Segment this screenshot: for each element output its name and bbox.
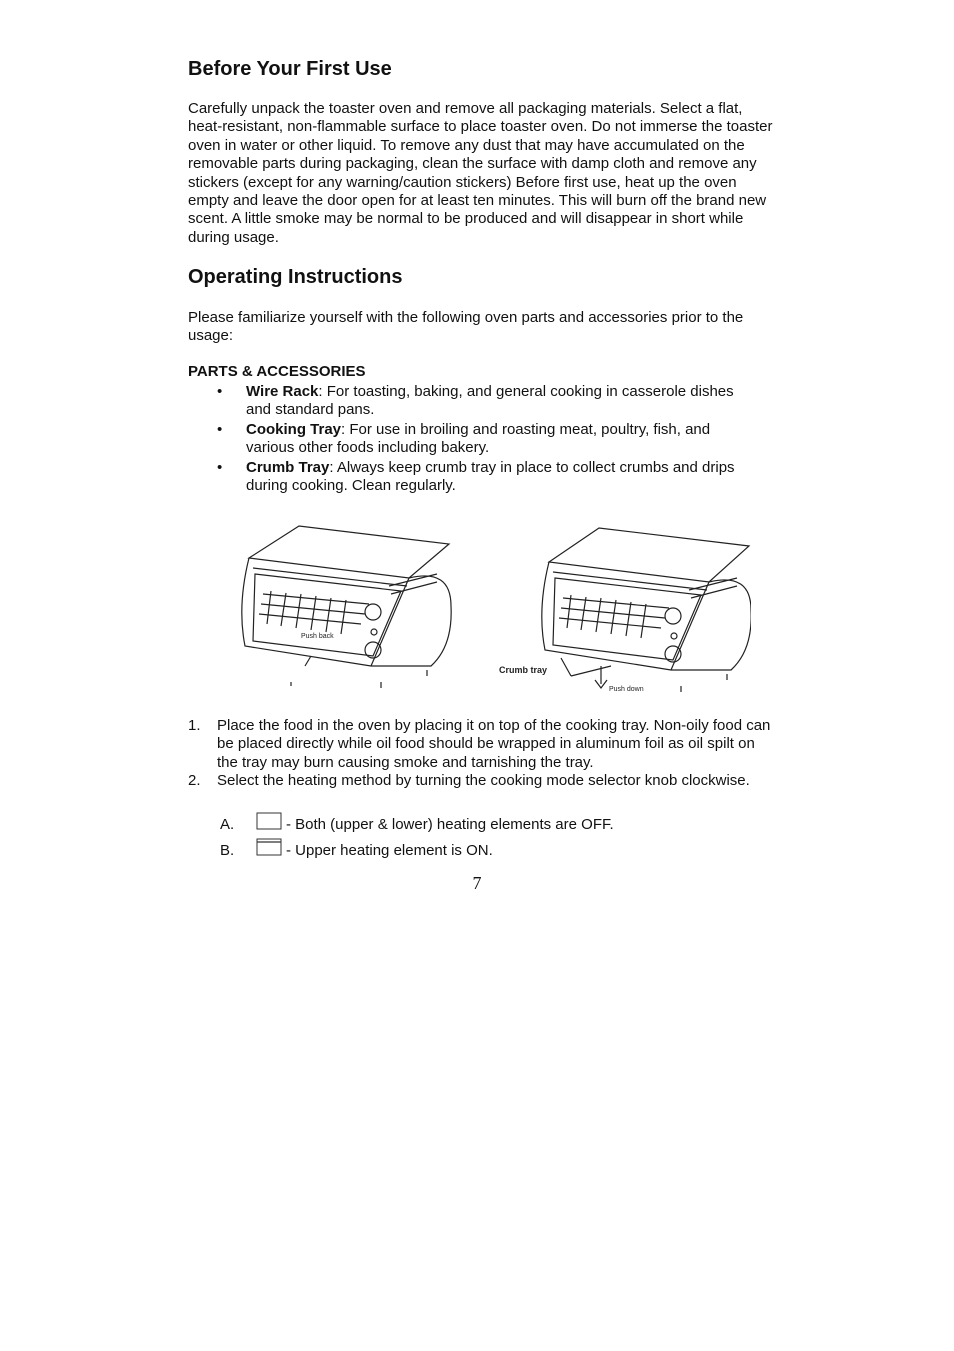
part-desc: : For use in broiling and roasting meat, poultry, fish, and various other foods including bakery. [246, 420, 711, 457]
mode-description: - Both (upper & lower) heating elements are OFF. [286, 816, 614, 833]
part-name: Wire Rack [246, 383, 319, 400]
before-first-use-paragraph: Carefully unpack the toaster oven and remove all packaging materials. Select a flat, heat-resistant, non-flammable surface to place toaster oven. Do not immerse the toaster oven in water or other liquid. To remove any dust that may have accumulated on the removable parts during packaging, clean the surface with damp cloth and remove any stickers (except for any warning/caution stickers) Before first use, heat up the oven empty and leave the door open for at least ten minutes. This will burn off the brand new scent. A little smoke may be normal to be produced and will disappear in short while during usage. [188, 100, 773, 246]
list-item [220, 838, 720, 864]
mode-letter: A. [220, 816, 235, 833]
part-desc: : For toasting, baking, and general cooking in casserole dishes and standard pans. [246, 383, 734, 419]
toaster-oven-illustrations [231, 516, 751, 696]
page-number: 7 [472, 873, 482, 893]
step-text: Select the heating method by turning the cooking mode selector knob clockwise. [217, 772, 750, 790]
list-item [188, 772, 773, 790]
upper-element-icon [256, 838, 282, 858]
toaster-oven-left-drawing [242, 526, 451, 688]
toaster-oven-right-drawing [542, 528, 751, 692]
steps-list [188, 717, 773, 791]
elements-off-icon [256, 812, 282, 832]
part-desc: : Always keep crumb tray in place to collect crumbs and drips during cooking. Clean regularly. [246, 458, 735, 495]
part-name: Crumb Tray [246, 458, 330, 476]
list-item [220, 812, 720, 838]
heading-operating-instructions: Operating Instructions [188, 266, 403, 288]
parts-list [188, 383, 748, 496]
heading-before-first-use: Before Your First Use [188, 58, 392, 80]
step-text: Place the food in the oven by placing it on top of the cooking tray. Non-oily food can be placed directly while oil food should be wrapped in aluminum foil as oil spilt on the tray may burn causing smoke and tarnishing the tray. [217, 717, 771, 771]
list-item [188, 459, 748, 496]
bullet-icon: • [217, 383, 223, 400]
step-number: 1. [188, 717, 201, 734]
operating-intro-paragraph: Please familiarize yourself with the following oven parts and accessories prior to the usage: [188, 309, 744, 345]
list-item [188, 717, 773, 772]
part-name: Cooking Tray [246, 420, 342, 438]
push-back-label: Push back [301, 633, 334, 640]
mode-letter: B. [220, 842, 235, 859]
parts-heading: PARTS & ACCESSORIES [188, 363, 366, 380]
list-item [188, 383, 748, 420]
bullet-icon: • [217, 420, 223, 438]
crumb-tray-label: Crumb tray [499, 665, 548, 675]
mode-description: - Upper heating element is ON. [286, 842, 493, 859]
push-down-label: Push down [609, 686, 644, 693]
list-item [188, 421, 748, 458]
bullet-icon: • [217, 458, 223, 476]
step-number: 2. [188, 772, 201, 790]
heating-modes-list [220, 812, 720, 864]
